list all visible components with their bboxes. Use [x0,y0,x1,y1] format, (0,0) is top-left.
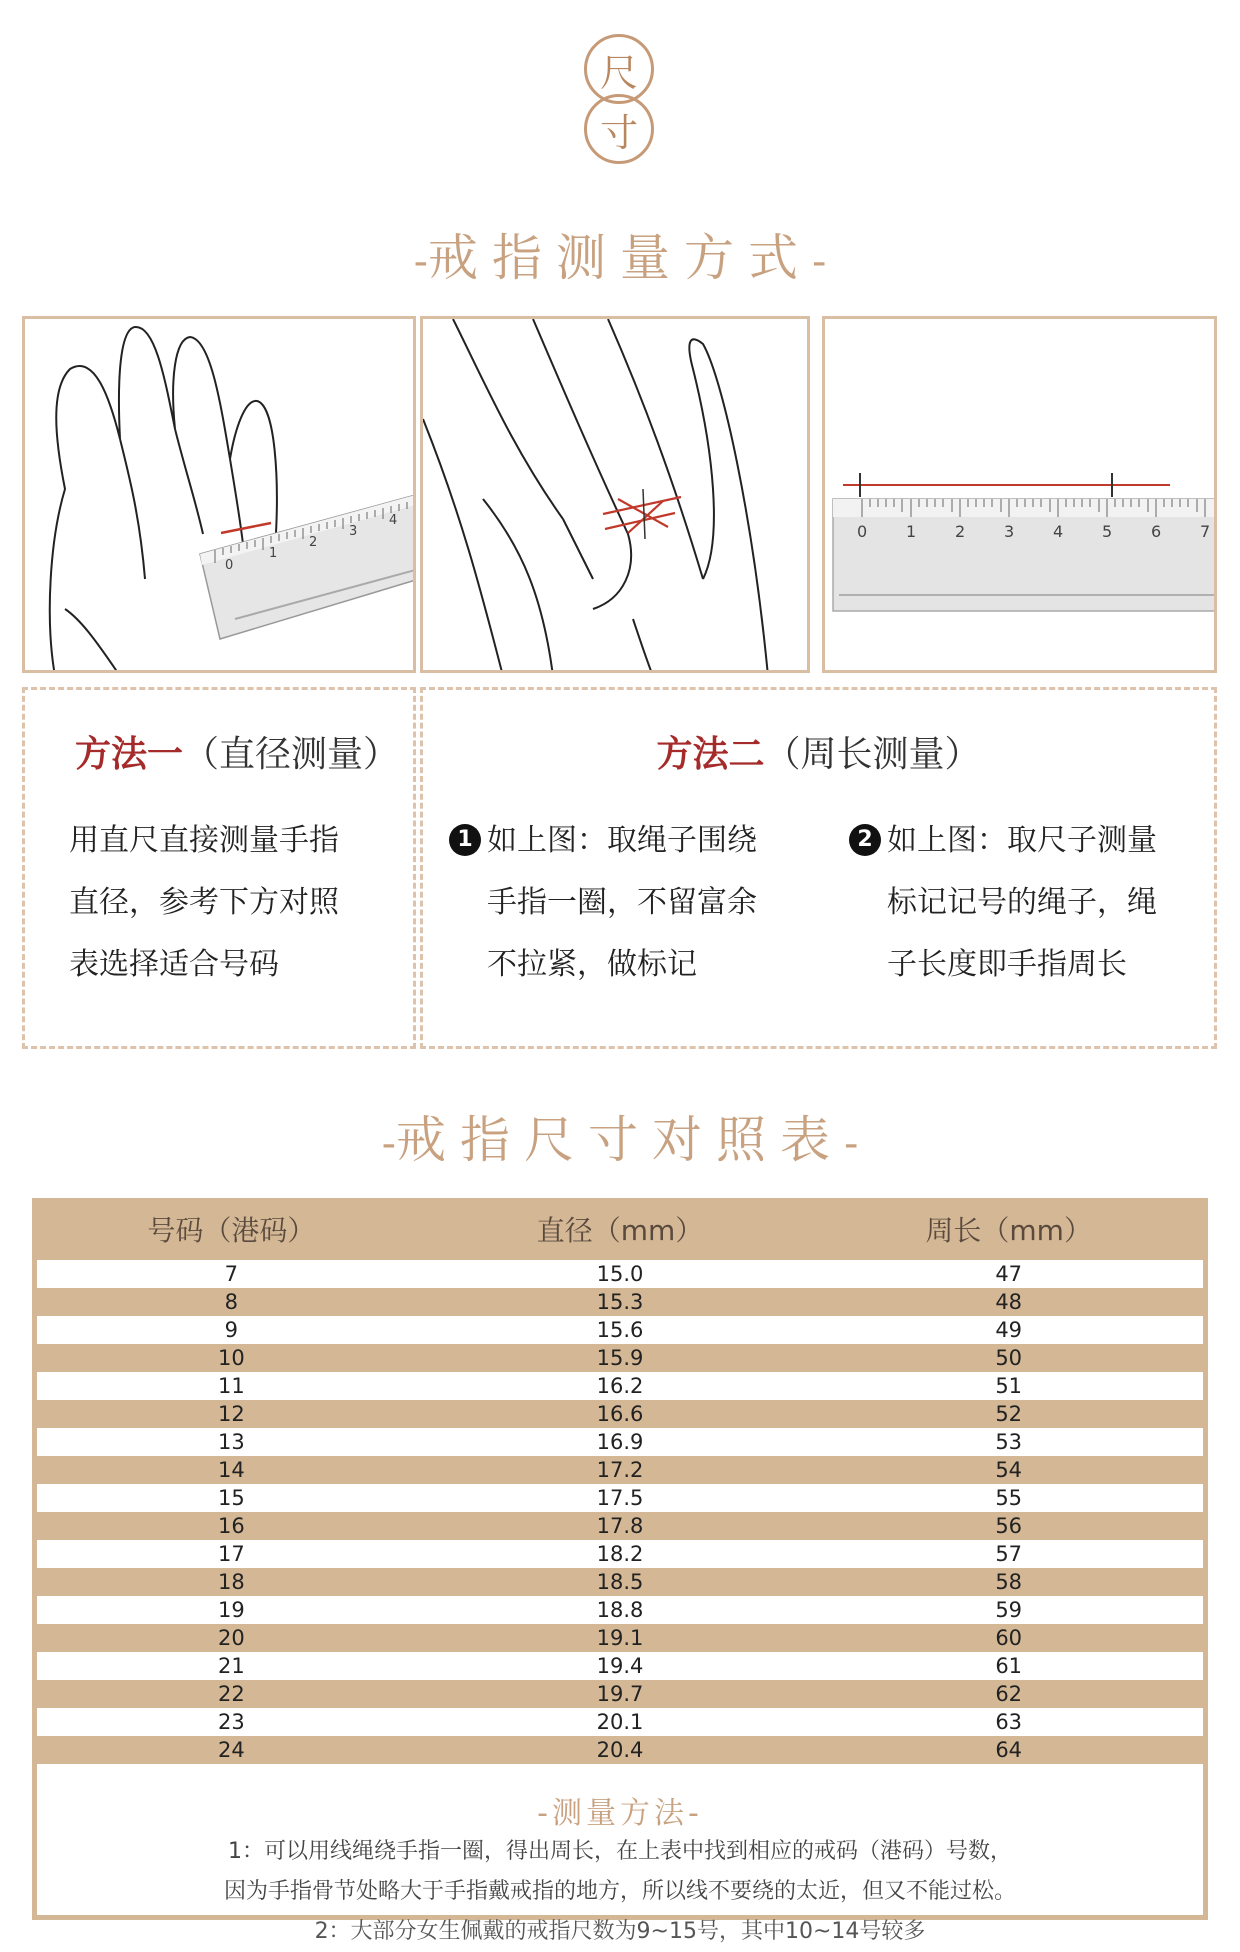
logo-bottom-seal: 寸 [584,94,654,164]
header-size: 号码（港码） [147,1214,316,1247]
cell-diameter: 18.8 [596,1598,644,1622]
ruler1-tick-2: 2 [309,535,318,550]
ruler1-tick-4: 4 [389,513,398,528]
cell-diameter: 16.2 [596,1374,644,1398]
cell-circumference: 52 [995,1402,1023,1426]
cell-circumference: 57 [995,1542,1023,1566]
table-header [37,1198,1203,1260]
table-row [37,1456,1203,1484]
cell-diameter: 15.3 [596,1290,644,1314]
cell-size: 17 [217,1542,245,1566]
table-row [37,1344,1203,1372]
step-1-number-icon: 1 [449,824,481,856]
cell-size: 9 [224,1318,239,1342]
ruler2-tick-3: 3 [1004,522,1015,541]
cell-circumference: 48 [995,1290,1023,1314]
cell-size: 10 [217,1346,245,1370]
table-row [37,1652,1203,1680]
ruler2-tick-2: 2 [955,522,966,541]
method-two-title: 方法二（周长测量） [656,733,981,775]
size-chart-title: -戒指尺寸对照表- [381,1111,859,1169]
cell-size: 13 [217,1430,245,1454]
cell-diameter: 19.1 [596,1626,644,1650]
cell-diameter: 18.5 [596,1570,644,1594]
cell-circumference: 59 [995,1598,1023,1622]
cell-diameter: 16.9 [596,1430,644,1454]
cell-circumference: 63 [995,1710,1023,1734]
finger-string-drawing [423,319,810,673]
cell-diameter: 16.6 [596,1402,644,1426]
cell-size: 7 [224,1262,239,1286]
cell-diameter: 15.0 [596,1262,644,1286]
table-row [37,1260,1203,1288]
measure-methods-title: -戒指测量方式- [413,229,827,287]
size-logo [578,34,662,164]
table-row [37,1288,1203,1316]
notes-section [37,1788,1203,1952]
note-line-1: 1：可以用线绳绕手指一圈，得出周长，在上表中找到相应的戒码（港码）号数， [228,1839,1012,1864]
cell-size: 18 [217,1570,245,1594]
method-one-card [22,687,416,1049]
ruler1-tick-0: 0 [225,558,234,573]
note-line-2: 因为手指骨节处略大于手指戴戒指的地方，所以线不要绕的太近，但又不能过松。 [223,1879,1016,1904]
cell-diameter: 15.9 [596,1346,644,1370]
ruler2-tick-7: 7 [1200,522,1211,541]
cell-circumference: 64 [995,1738,1023,1762]
cell-size: 22 [217,1682,245,1706]
illustration-ruler [822,316,1217,673]
cell-circumference: 56 [995,1514,1023,1538]
table-row [37,1568,1203,1596]
table-row [37,1372,1203,1400]
cell-size: 11 [217,1374,245,1398]
cell-circumference: 50 [995,1346,1023,1370]
cell-circumference: 54 [995,1458,1023,1482]
illustration-circumference [420,316,810,673]
cell-circumference: 58 [995,1570,1023,1594]
step-2-number-icon: 2 [849,824,881,856]
table-row [37,1708,1203,1736]
table-body [37,1260,1203,1764]
cell-diameter: 17.2 [596,1458,644,1482]
cell-size: 8 [224,1290,239,1314]
ruler-measure-drawing [825,319,1217,673]
cell-diameter: 17.8 [596,1514,644,1538]
cell-size: 16 [217,1514,245,1538]
ruler2-tick-6: 6 [1151,522,1162,541]
ruler1-tick-1: 1 [269,546,278,561]
cell-size: 21 [217,1654,245,1678]
table-row [37,1400,1203,1428]
logo-top-seal: 尺 [584,34,654,104]
hand-ruler-drawing [25,319,416,673]
ruler2-tick-1: 1 [906,522,917,541]
cell-size: 14 [217,1458,245,1482]
table-row [37,1736,1203,1764]
method-one-title: 方法一（直径测量） [75,733,400,775]
step-2-text: 如上图：取尺子测量 标记记号的绳子，绳 子长度即手指周长 [887,823,1157,982]
method-one-text: 用直尺直接测量手指 直径，参考下方对照 表选择适合号码 [69,823,339,982]
cell-circumference: 61 [995,1654,1023,1678]
illustration-diameter [22,316,416,673]
cell-diameter: 19.4 [596,1654,644,1678]
table-row [37,1484,1203,1512]
ruler2-tick-5: 5 [1102,522,1113,541]
ring-size-table [32,1198,1208,1944]
cell-size: 20 [217,1626,245,1650]
cell-size: 12 [217,1402,245,1426]
method-two-card [420,687,1217,1049]
cell-circumference: 49 [995,1318,1023,1342]
ruler2-tick-0: 0 [857,522,868,541]
table-row [37,1680,1203,1708]
notes-title: -测量方法- [537,1796,703,1831]
table-row [37,1512,1203,1540]
table-row [37,1596,1203,1624]
note-line-3: 2：大部分女生佩戴的戒指尺数为9~15号，其中10~14号较多 [314,1919,926,1944]
cell-diameter: 20.4 [596,1738,644,1762]
cell-size: 24 [217,1738,245,1762]
measure-methods-title-text: 戒指测量方式 [428,229,812,287]
table-row [37,1540,1203,1568]
cell-diameter: 17.5 [596,1486,644,1510]
header-diameter: 直径（mm） [536,1214,704,1247]
ruler2-tick-4: 4 [1053,522,1064,541]
table-row [37,1428,1203,1456]
cell-circumference: 55 [995,1486,1023,1510]
cell-circumference: 53 [995,1430,1023,1454]
cell-diameter: 19.7 [596,1682,644,1706]
cell-circumference: 51 [995,1374,1023,1398]
cell-diameter: 15.6 [596,1318,644,1342]
cell-circumference: 60 [995,1626,1023,1650]
cell-circumference: 47 [995,1262,1023,1286]
cell-size: 15 [217,1486,245,1510]
table-row [37,1624,1203,1652]
step-1-text: 如上图：取绳子围绕 手指一圈，不留富余 不拉紧，做标记 [487,823,757,982]
header-circumference: 周长（mm） [925,1214,1092,1247]
ruler1-tick-3: 3 [349,524,358,539]
cell-diameter: 20.1 [596,1710,644,1734]
cell-diameter: 18.2 [596,1542,644,1566]
cell-size: 23 [217,1710,245,1734]
size-chart-title-text: 戒指尺寸对照表 [396,1111,844,1169]
table-row [37,1316,1203,1344]
cell-circumference: 62 [995,1682,1023,1706]
cell-size: 19 [217,1598,245,1622]
